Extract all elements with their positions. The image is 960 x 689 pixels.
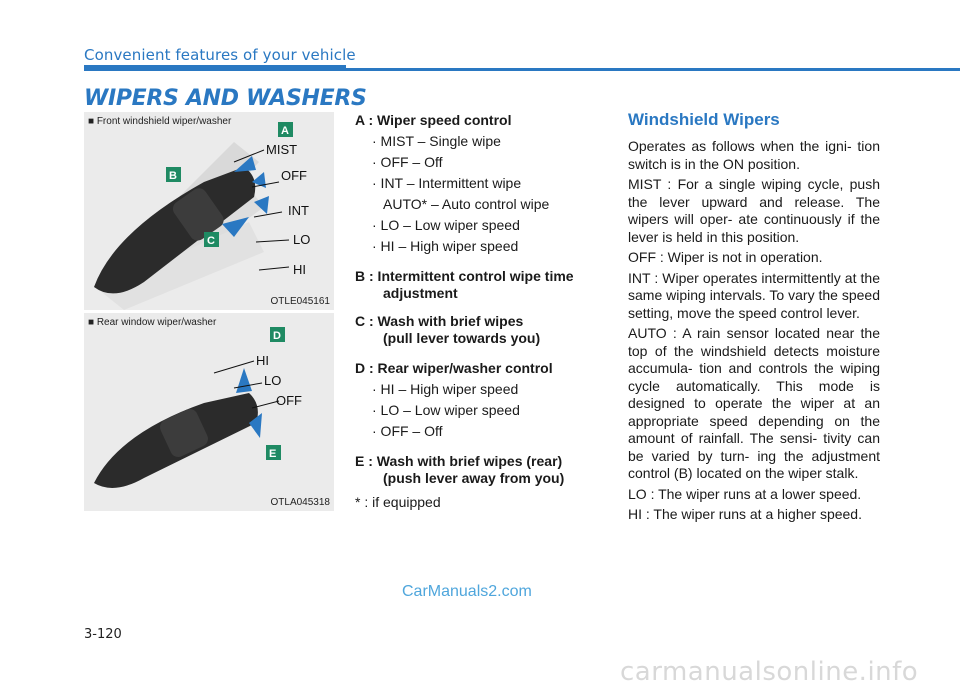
label-off: OFF	[276, 393, 302, 408]
label-hi: HI	[293, 262, 306, 277]
control-a-item: · HI – High wiper speed	[372, 238, 519, 254]
control-b-cont: adjustment	[383, 285, 458, 301]
control-e-title: E : Wash with brief wipes (rear)	[355, 453, 563, 469]
section-title: WIPERS AND WASHERS	[84, 86, 367, 111]
header-title: Convenient features of your vehicle	[84, 46, 356, 64]
control-a-item: · INT – Intermittent wipe	[372, 175, 522, 191]
rear-wiper-figure	[84, 313, 334, 511]
def-mist: MIST : For a single wiping cycle, push the lever upward and release. The wipers will oper- ate continuously if the lever is held in this position.	[628, 176, 880, 245]
watermark-link[interactable]: CarManuals2.com	[402, 583, 532, 600]
rear-wiper-illustration	[84, 313, 334, 511]
label-hi: HI	[256, 353, 269, 368]
footnote: * : if equipped	[355, 494, 441, 510]
def-hi: HI : The wiper runs at a higher speed.	[628, 506, 862, 522]
label-int: INT	[288, 203, 309, 218]
figure-code: OTLE045161	[270, 296, 330, 307]
control-e-cont: (push lever away from you)	[383, 470, 565, 486]
header-rule	[84, 68, 960, 71]
footer-site: carmanualsonline.info	[620, 657, 919, 687]
control-d-item: · OFF – Off	[372, 423, 443, 439]
svg-text:A: A	[281, 125, 289, 137]
figure-caption: ■ Rear window wiper/washer	[88, 317, 217, 328]
front-wiper-figure	[84, 112, 334, 310]
control-b-title: B : Intermittent control wipe time	[355, 268, 574, 284]
label-mist: MIST	[266, 142, 298, 157]
windshield-section	[628, 110, 880, 527]
control-a-item: · OFF – Off	[372, 154, 443, 170]
windshield-title: Windshield Wipers	[628, 110, 780, 129]
front-wiper-illustration	[84, 112, 334, 310]
svg-text:E: E	[269, 448, 277, 460]
svg-text:C: C	[207, 235, 215, 247]
control-a-item: · LO – Low wiper speed	[372, 217, 520, 233]
control-a-item: AUTO* – Auto control wipe	[383, 196, 550, 212]
svg-text:D: D	[273, 330, 281, 342]
label-lo: LO	[264, 373, 282, 388]
control-c-cont: (pull lever towards you)	[383, 330, 541, 346]
def-off: OFF : Wiper is not in operation.	[628, 249, 823, 265]
figure-caption: ■ Front windshield wiper/washer	[88, 116, 232, 127]
def-int: INT : Wiper operates intermittently at the same wiping intervals. To vary the speed setting, move the speed control lever.	[628, 269, 880, 321]
svg-text:B: B	[169, 170, 177, 182]
def-auto: AUTO : A rain sensor located near the top of the windshield detects moisture accumula- tion and controls the wiping cycle automatically. This mode is designed to operate the wiper at an appropriate speed depending on the amount of rainfall. The sensi- tivity can be varied by turn- ing the adjustment control (B) located on the wiper stalk.	[628, 325, 880, 481]
control-a-item: · MIST – Single wipe	[372, 133, 501, 149]
control-d-title: D : Rear wiper/washer control	[355, 360, 553, 376]
label-lo: LO	[293, 232, 311, 247]
controls-list	[355, 110, 607, 513]
control-d-item: · LO – Low wiper speed	[372, 402, 520, 418]
windshield-intro: Operates as follows when the igni- tion switch is in the ON position.	[628, 138, 880, 172]
figure-code: OTLA045318	[270, 497, 330, 508]
control-d-item: · HI – High wiper speed	[372, 381, 519, 397]
label-off: OFF	[281, 168, 307, 183]
page-number: 3-120	[84, 627, 122, 642]
def-lo: LO : The wiper runs at a lower speed.	[628, 485, 862, 502]
control-c-title: C : Wash with brief wipes	[355, 313, 524, 329]
control-a-title: A : Wiper speed control	[355, 112, 512, 128]
